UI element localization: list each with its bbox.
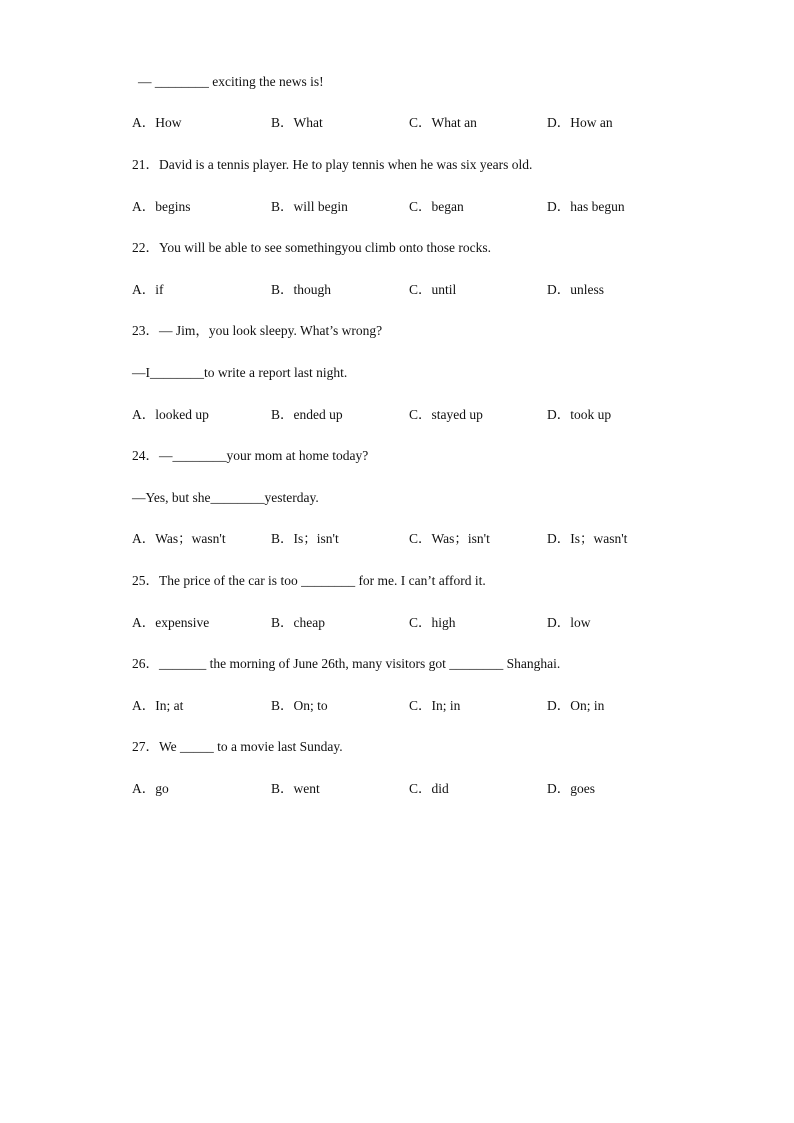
option-c: C．What an (409, 115, 477, 130)
option-a: A．How (132, 115, 182, 130)
option-d: D．low (547, 615, 591, 630)
option-row (0, 698, 794, 714)
option-a: A．looked up (132, 407, 209, 422)
option-d: D．On; in (547, 698, 605, 713)
option-d: D．unless (547, 282, 604, 297)
option-row (0, 282, 794, 298)
option-b: B．though (271, 282, 332, 297)
option-c: C．began (409, 199, 464, 214)
option-b: B．cheap (271, 615, 325, 630)
option-b: B．What (271, 115, 323, 130)
question-stem: 25．The price of the car is too ________ for me. I can’t afford it. (132, 573, 486, 588)
option-row (0, 407, 794, 423)
question-stem: 24．—________your mom at home today? (132, 448, 369, 463)
option-row (0, 781, 794, 797)
option-a: A．go (132, 781, 169, 796)
question-stem: 27．We _____ to a movie last Sunday. (132, 739, 343, 754)
option-a: A．Was；wasn't (132, 531, 226, 546)
option-row (0, 199, 794, 215)
option-c: C．In; in (409, 698, 461, 713)
option-a: A．if (132, 282, 164, 297)
option-b: B．will begin (271, 199, 348, 214)
option-d: D．Is；wasn't (547, 531, 628, 546)
option-row (0, 615, 794, 631)
option-a: A．expensive (132, 615, 210, 630)
option-row (0, 531, 794, 547)
question-answer-line: —I________to write a report last night. (132, 365, 348, 380)
option-b: B．ended up (271, 407, 343, 422)
option-d: D．has begun (547, 199, 625, 214)
option-d: D．How an (547, 115, 613, 130)
option-c: C．high (409, 615, 456, 630)
question-stem: 23．— Jim，you look sleepy. What’s wrong? (132, 323, 383, 338)
option-b: B．Is；isn't (271, 531, 339, 546)
option-c: C．stayed up (409, 407, 483, 422)
option-a: A．In; at (132, 698, 184, 713)
option-d: D．goes (547, 781, 595, 796)
option-d: D．took up (547, 407, 612, 422)
option-a: A．begins (132, 199, 191, 214)
option-b: B．On; to (271, 698, 328, 713)
option-row (0, 115, 794, 131)
option-c: C．Was；isn't (409, 531, 490, 546)
question-answer-line: —Yes, but she________yesterday. (132, 490, 319, 505)
option-c: C．did (409, 781, 449, 796)
option-b: B．went (271, 781, 320, 796)
option-c: C．until (409, 282, 457, 297)
question-stem: 21．David is a tennis player. He to play tennis when he was six years old. (132, 157, 533, 172)
question-stem: 26．_______ the morning of June 26th, many visitors got ________ Shanghai. (132, 656, 561, 671)
question-stem: 22．You will be able to see somethingyou climb onto those rocks. (132, 240, 491, 255)
question-stem: — ________ exciting the news is! (138, 74, 324, 89)
